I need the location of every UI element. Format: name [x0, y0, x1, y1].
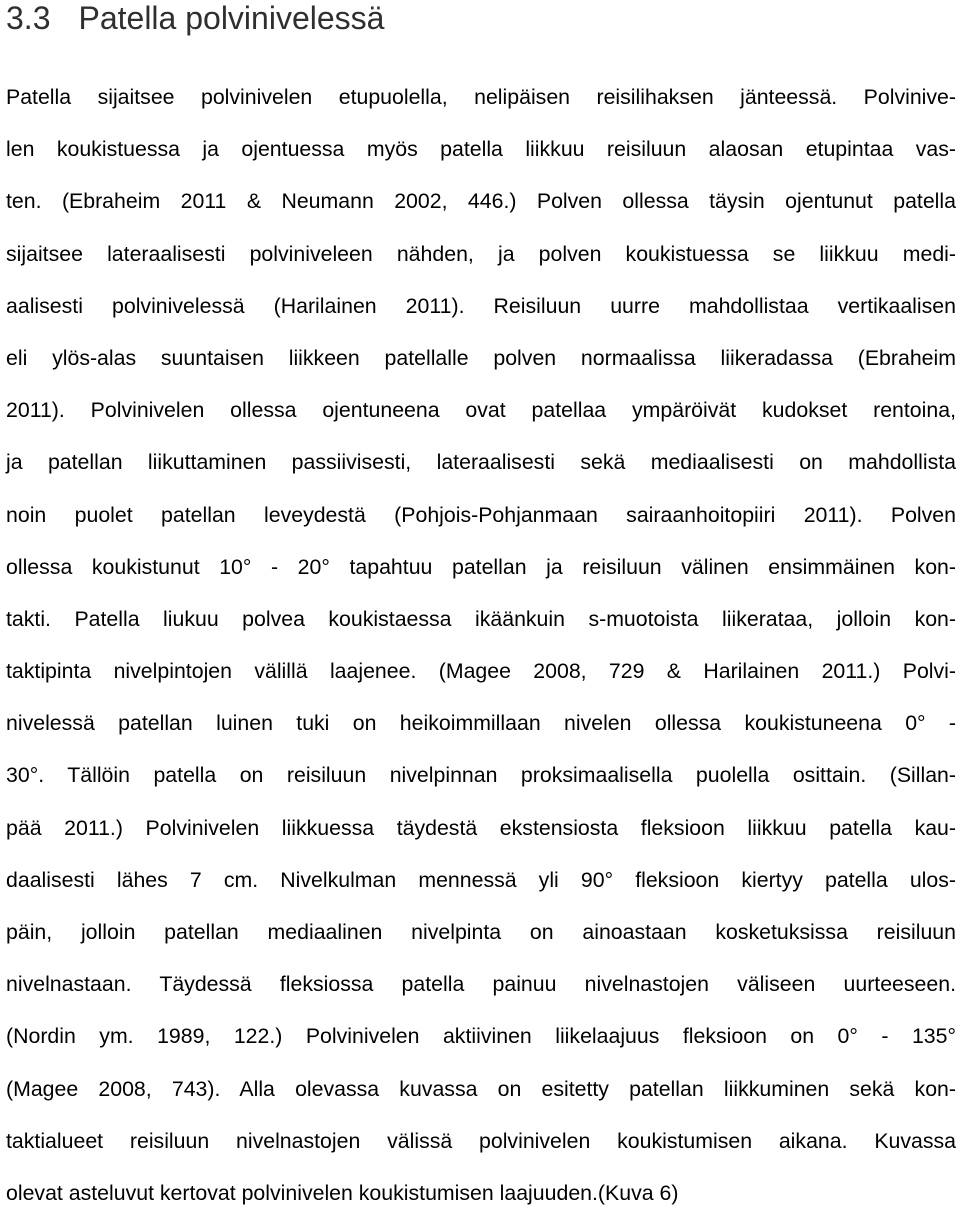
paragraph-line: nivelessä patellan luinen tuki on heikoimmillaan nivelen ollessa koukistuneena 0° -: [6, 711, 956, 736]
paragraph-line: Patella sijaitsee polvinivelen etupuolella, nelipäisen reisilihaksen jänteessä. Polvinive-: [6, 85, 956, 109]
paragraph-line: päin, jolloin patellan mediaalinen nivelpinta on ainoastaan kosketuksissa reisiluun: [6, 920, 956, 944]
paragraph-line: olevat asteluvut kertovat polvinivelen koukistumisen laajuuden.(Kuva 6): [6, 1180, 679, 1205]
paragraph-line: ja patellan liikuttaminen passiivisesti, lateraalisesti sekä mediaalisesti on mahdollista: [6, 450, 956, 475]
paragraph-line: daalisesti lähes 7 cm. Nivelkulman mennessä yli 90° fleksioon kiertyy patella ulos-: [6, 867, 956, 892]
paragraph-line: ollessa koukistunut 10° - 20° tapahtuu patellan ja reisiluun välinen ensimmäinen kon-: [6, 554, 956, 579]
paragraph-line: len koukistuessa ja ojentuessa myös patella liikkuu reisiluun alaosan etupintaa vas-: [6, 137, 956, 162]
paragraph-line: aalisesti polvinivelessä (Harilainen 2011). Reisiluun uurre mahdollistaa vertikaalisen: [6, 293, 956, 318]
paragraph-line: eli ylös-alas suuntaisen liikkeen patellalle polven normaalissa liikeradassa (Ebraheim: [6, 345, 956, 370]
paragraph-line: sijaitsee lateraalisesti polviniveleen nähden, ja polven koukistuessa se liikkuu medi-: [6, 241, 956, 266]
body-paragraph: [6, 71, 956, 1219]
section-heading: [6, 0, 384, 38]
section-number: 3.3: [6, 0, 51, 36]
paragraph-line: ten. (Ebraheim 2011 & Neumann 2002, 446.) Polven ollessa täysin ojentunut patella: [6, 189, 956, 214]
paragraph-line: takti. Patella liukuu polvea koukistaessa ikäänkuin s-muotoista liikerataa, jolloin kon-: [6, 606, 956, 631]
paragraph-line: 2011). Polvinivelen ollessa ojentuneena ovat patellaa ympäröivät kudokset rentoina,: [6, 398, 956, 423]
paragraph-line: pää 2011.) Polvinivelen liikkuessa täydestä ekstensiosta fleksioon liikkuu patella kau-: [6, 815, 956, 840]
paragraph-line: noin puolet patellan leveydestä (Pohjois-Pohjanmaan sairaanhoitopiiri 2011). Polven: [6, 502, 956, 527]
section-title: Patella polvinivelessä: [78, 0, 385, 36]
paragraph-line: (Magee 2008, 743). Alla olevassa kuvassa on esitetty patellan liikkuminen sekä kon-: [6, 1076, 956, 1101]
paragraph-line: nivelnastaan. Täydessä fleksiossa patella painuu nivelnastojen väliseen uurteeseen.: [6, 972, 956, 997]
paragraph-line: (Nordin ym. 1989, 122.) Polvinivelen aktiivinen liikelaajuus fleksioon on 0° - 135°: [6, 1024, 956, 1049]
paragraph-line: taktialueet reisiluun nivelnastojen välissä polvinivelen koukistumisen aikana. Kuvassa: [6, 1128, 956, 1153]
paragraph-line: 30°. Tällöin patella on reisiluun nivelpinnan proksimaalisella puolella osittain. (Sillan-: [6, 763, 956, 788]
paragraph-line: taktipinta nivelpintojen välillä laajenee. (Magee 2008, 729 & Harilainen 2011.) Polvi-: [6, 659, 956, 684]
